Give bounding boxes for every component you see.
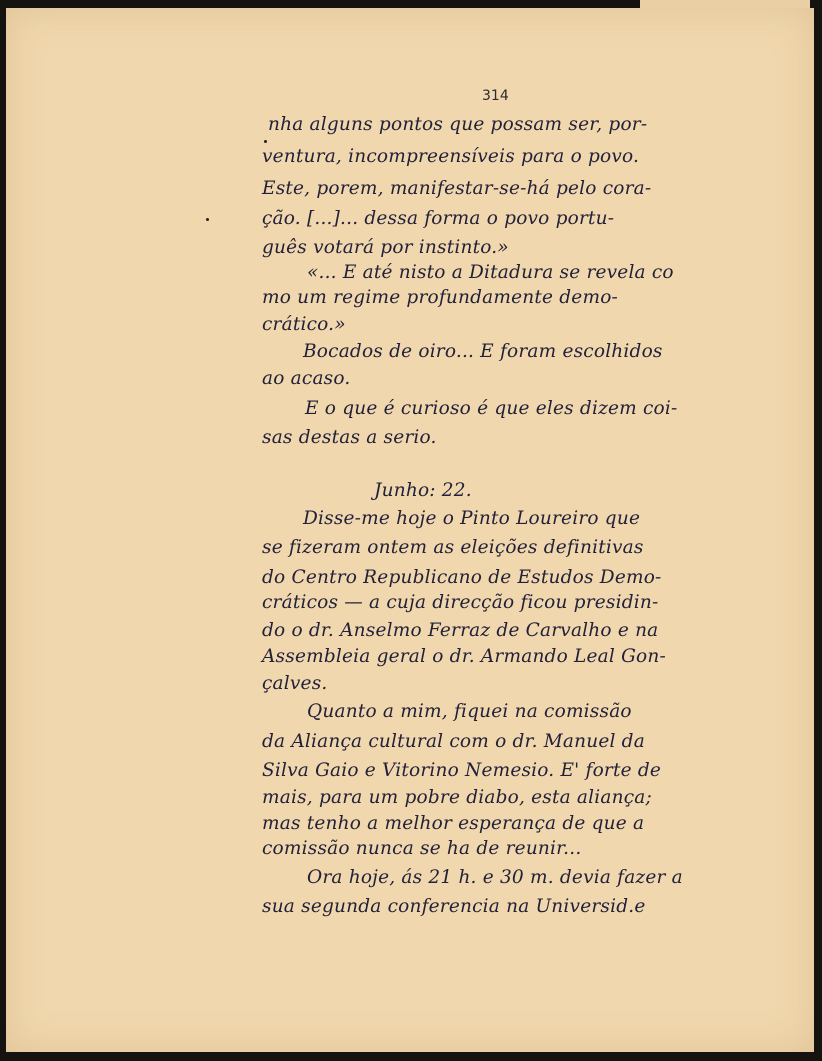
text-line: Silva Gaio e Vitorino Nemesio. E' forte de: [262, 760, 662, 781]
date-heading: Junho: 22.: [374, 480, 472, 501]
text-line: Bocados de oiro... E foram escolhidos: [303, 341, 663, 362]
text-line: mo um regime profundamente demo-: [262, 287, 618, 308]
ink-speck: [264, 140, 267, 143]
text-line: ventura, incompreensíveis para o povo.: [262, 146, 640, 167]
text-line: da Aliança cultural com o dr. Manuel da: [262, 731, 645, 752]
text-line: mais, para um pobre diabo, esta aliança;: [262, 787, 652, 808]
text-line: do Centro Republicano de Estudos Demo-: [262, 567, 662, 588]
text-line: sas destas a serio.: [262, 427, 437, 448]
text-line: Este, porem, manifestar-se-há pelo cora-: [262, 178, 652, 199]
text-line: crático.»: [262, 314, 346, 335]
text-line: ao acaso.: [262, 368, 351, 389]
text-line: Assembleia geral o dr. Armando Leal Gon-: [262, 646, 666, 667]
text-line: nha alguns pontos que possam ser, por-: [268, 114, 648, 135]
text-line: cráticos — a cuja direcção ficou presidin-: [262, 592, 659, 613]
page-number: 314: [482, 88, 509, 104]
text-line: sua segunda conferencia na Universid.e: [262, 896, 646, 917]
text-line: Disse-me hoje o Pinto Loureiro que: [303, 508, 641, 529]
text-line: comissão nunca se ha de reunir...: [262, 838, 582, 859]
text-line: do o dr. Anselmo Ferraz de Carvalho e na: [262, 620, 659, 641]
text-line: mas tenho a melhor esperança de que a: [262, 813, 645, 834]
ink-speck: [206, 218, 209, 221]
text-line: çalves.: [262, 673, 328, 694]
text-line: Ora hoje, ás 21 h. e 30 m. devia fazer a: [307, 867, 683, 888]
text-line: E o que é curioso é que eles dizem coi-: [305, 398, 678, 419]
text-line: «... E até nisto a Ditadura se revela co: [307, 262, 674, 283]
text-line: se fizeram ontem as eleições definitivas: [262, 537, 644, 558]
text-line: guês votará por instinto.»: [262, 237, 509, 258]
text-line: Quanto a mim, fiquei na comissão: [307, 701, 632, 722]
text-line: ção. [...]... dessa forma o povo portu-: [262, 208, 615, 229]
